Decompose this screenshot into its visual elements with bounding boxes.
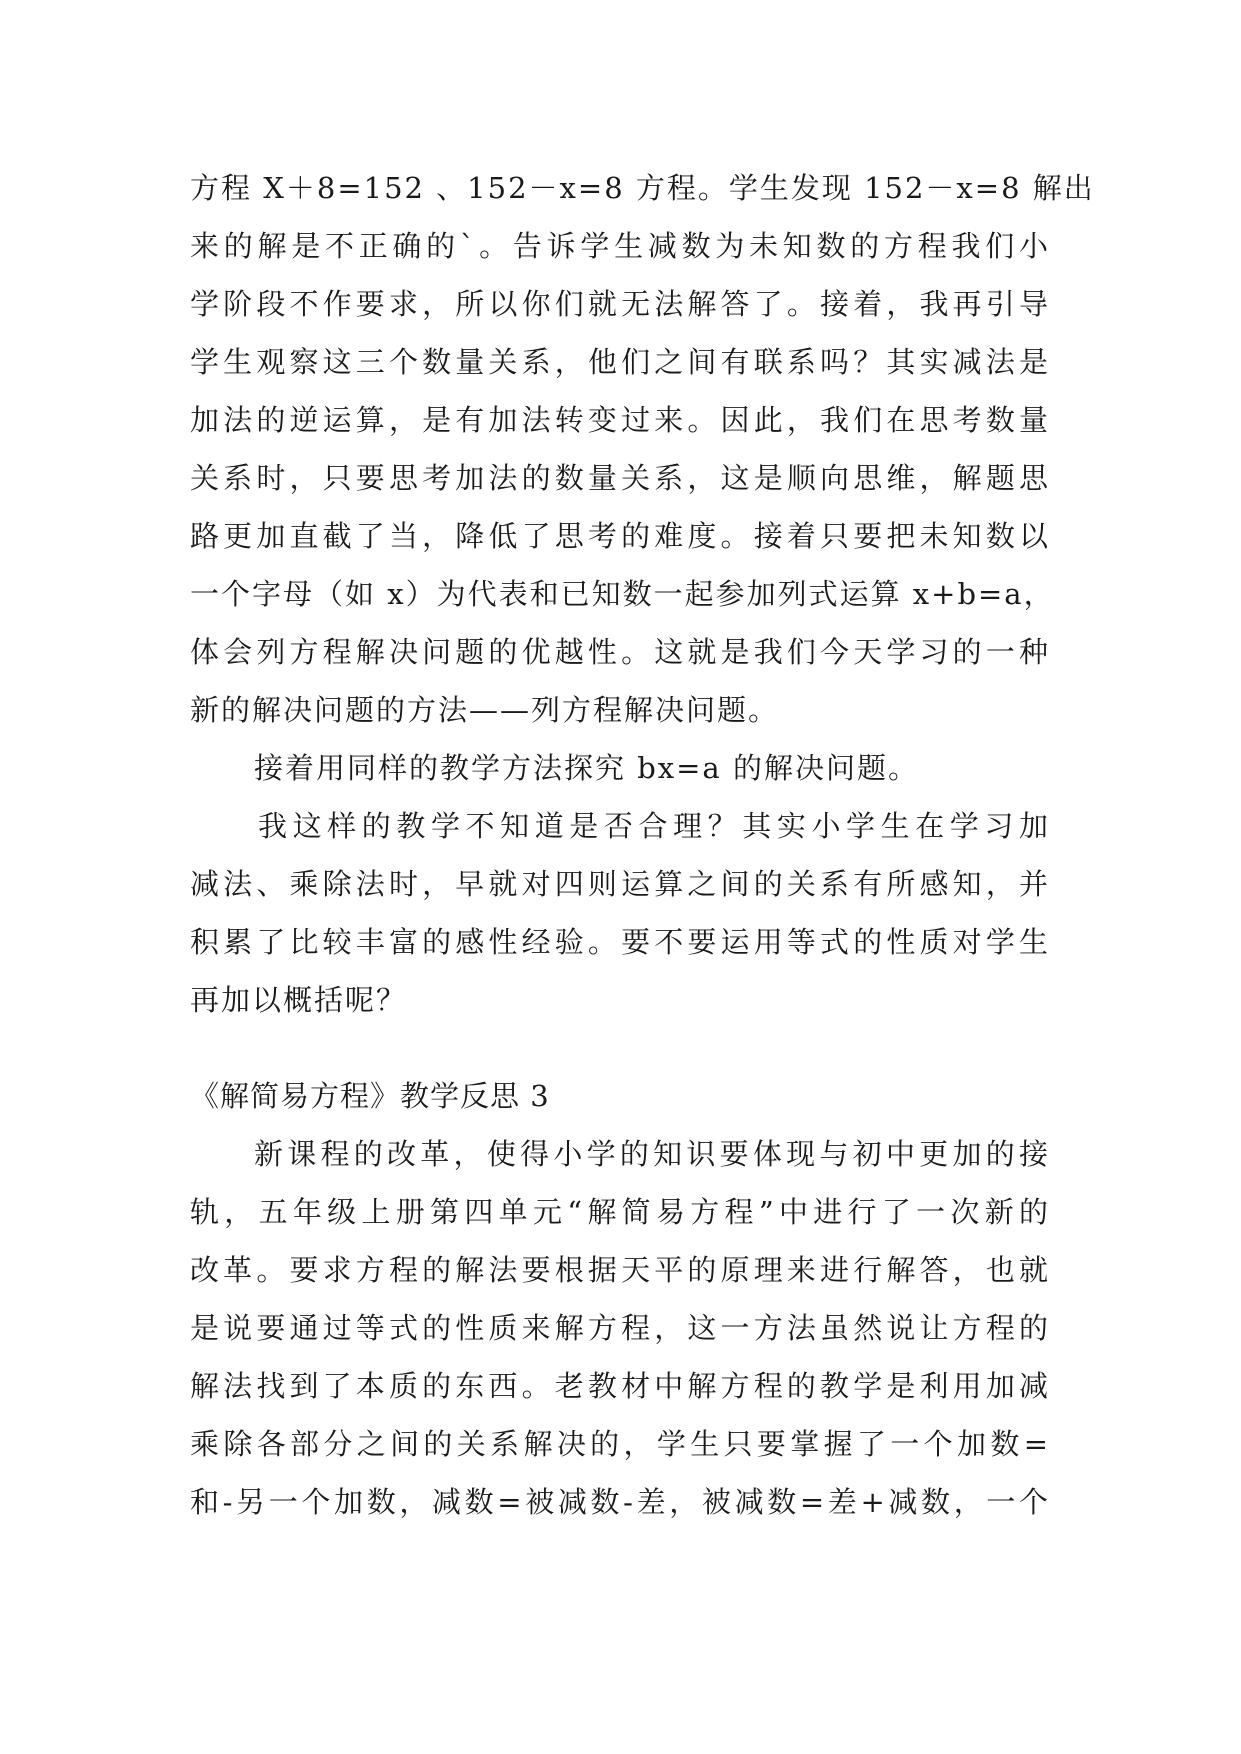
section-1-body xyxy=(190,159,1095,1029)
body-line: 是说要通过等式的性质来解方程，这一方法虽然说让方程的 xyxy=(190,1311,1050,1345)
paragraph-bx-a: 接着用同样的教学方法探究 bx=a 的解决问题。 xyxy=(254,751,919,785)
body-line: 来的解是不正确的`。告诉学生减数为未知数的方程我们小 xyxy=(190,229,1050,263)
body-line: 我这样的教学不知道是否合理？其实小学生在学习加 xyxy=(258,809,1050,843)
body-line: 乘除各部分之间的关系解决的，学生只要掌握了一个加数= xyxy=(190,1427,1050,1461)
section-heading: 《解简易方程》教学反思 3 xyxy=(190,1079,550,1113)
body-line: 路更加直截了当，降低了思考的难度。接着只要把未知数以 xyxy=(190,519,1050,553)
body-line: 关系时，只要思考加法的数量关系，这是顺向思维，解题思 xyxy=(190,461,1050,495)
body-line: 再加以概括呢？ xyxy=(190,983,408,1017)
body-line: 学阶段不作要求，所以你们就无法解答了。接着，我再引导 xyxy=(190,287,1050,321)
body-line: 体会列方程解决问题的优越性。这就是我们今天学习的一种 xyxy=(190,635,1050,669)
body-line: 轨，五年级上册第四单元“解简易方程”中进行了一次新的 xyxy=(190,1195,1050,1229)
body-line: 方程 X＋8=152 、152－x=8 方程。学生发现 152－x=8 解出 xyxy=(190,171,1095,205)
body-line: 减法、乘除法时，早就对四则运算之间的关系有所感知，并 xyxy=(190,867,1050,901)
body-line: 积累了比较丰富的感性经验。要不要运用等式的性质对学生 xyxy=(190,925,1050,959)
body-line: 加法的逆运算，是有加法转变过来。因此，我们在思考数量 xyxy=(190,403,1050,437)
body-line: 解法找到了本质的东西。老教材中解方程的教学是利用加减 xyxy=(190,1369,1050,1403)
body-line: 新的解决问题的方法——列方程解决问题。 xyxy=(190,693,780,727)
body-line: 改革。要求方程的解法要根据天平的原理来进行解答，也就 xyxy=(190,1253,1050,1287)
section-2-body xyxy=(190,1125,1050,1531)
body-line: 一个字母（如 x）为代表和已知数一起参加列式运算 x+b=a， xyxy=(190,577,1055,611)
body-line: 学生观察这三个数量关系，他们之间有联系吗？其实减法是 xyxy=(190,345,1050,379)
body-line: 新课程的改革，使得小学的知识要体现与初中更加的接 xyxy=(254,1137,1050,1171)
body-line: 和-另一个加数，减数=被减数-差，被减数=差+减数，一个 xyxy=(190,1485,1050,1519)
